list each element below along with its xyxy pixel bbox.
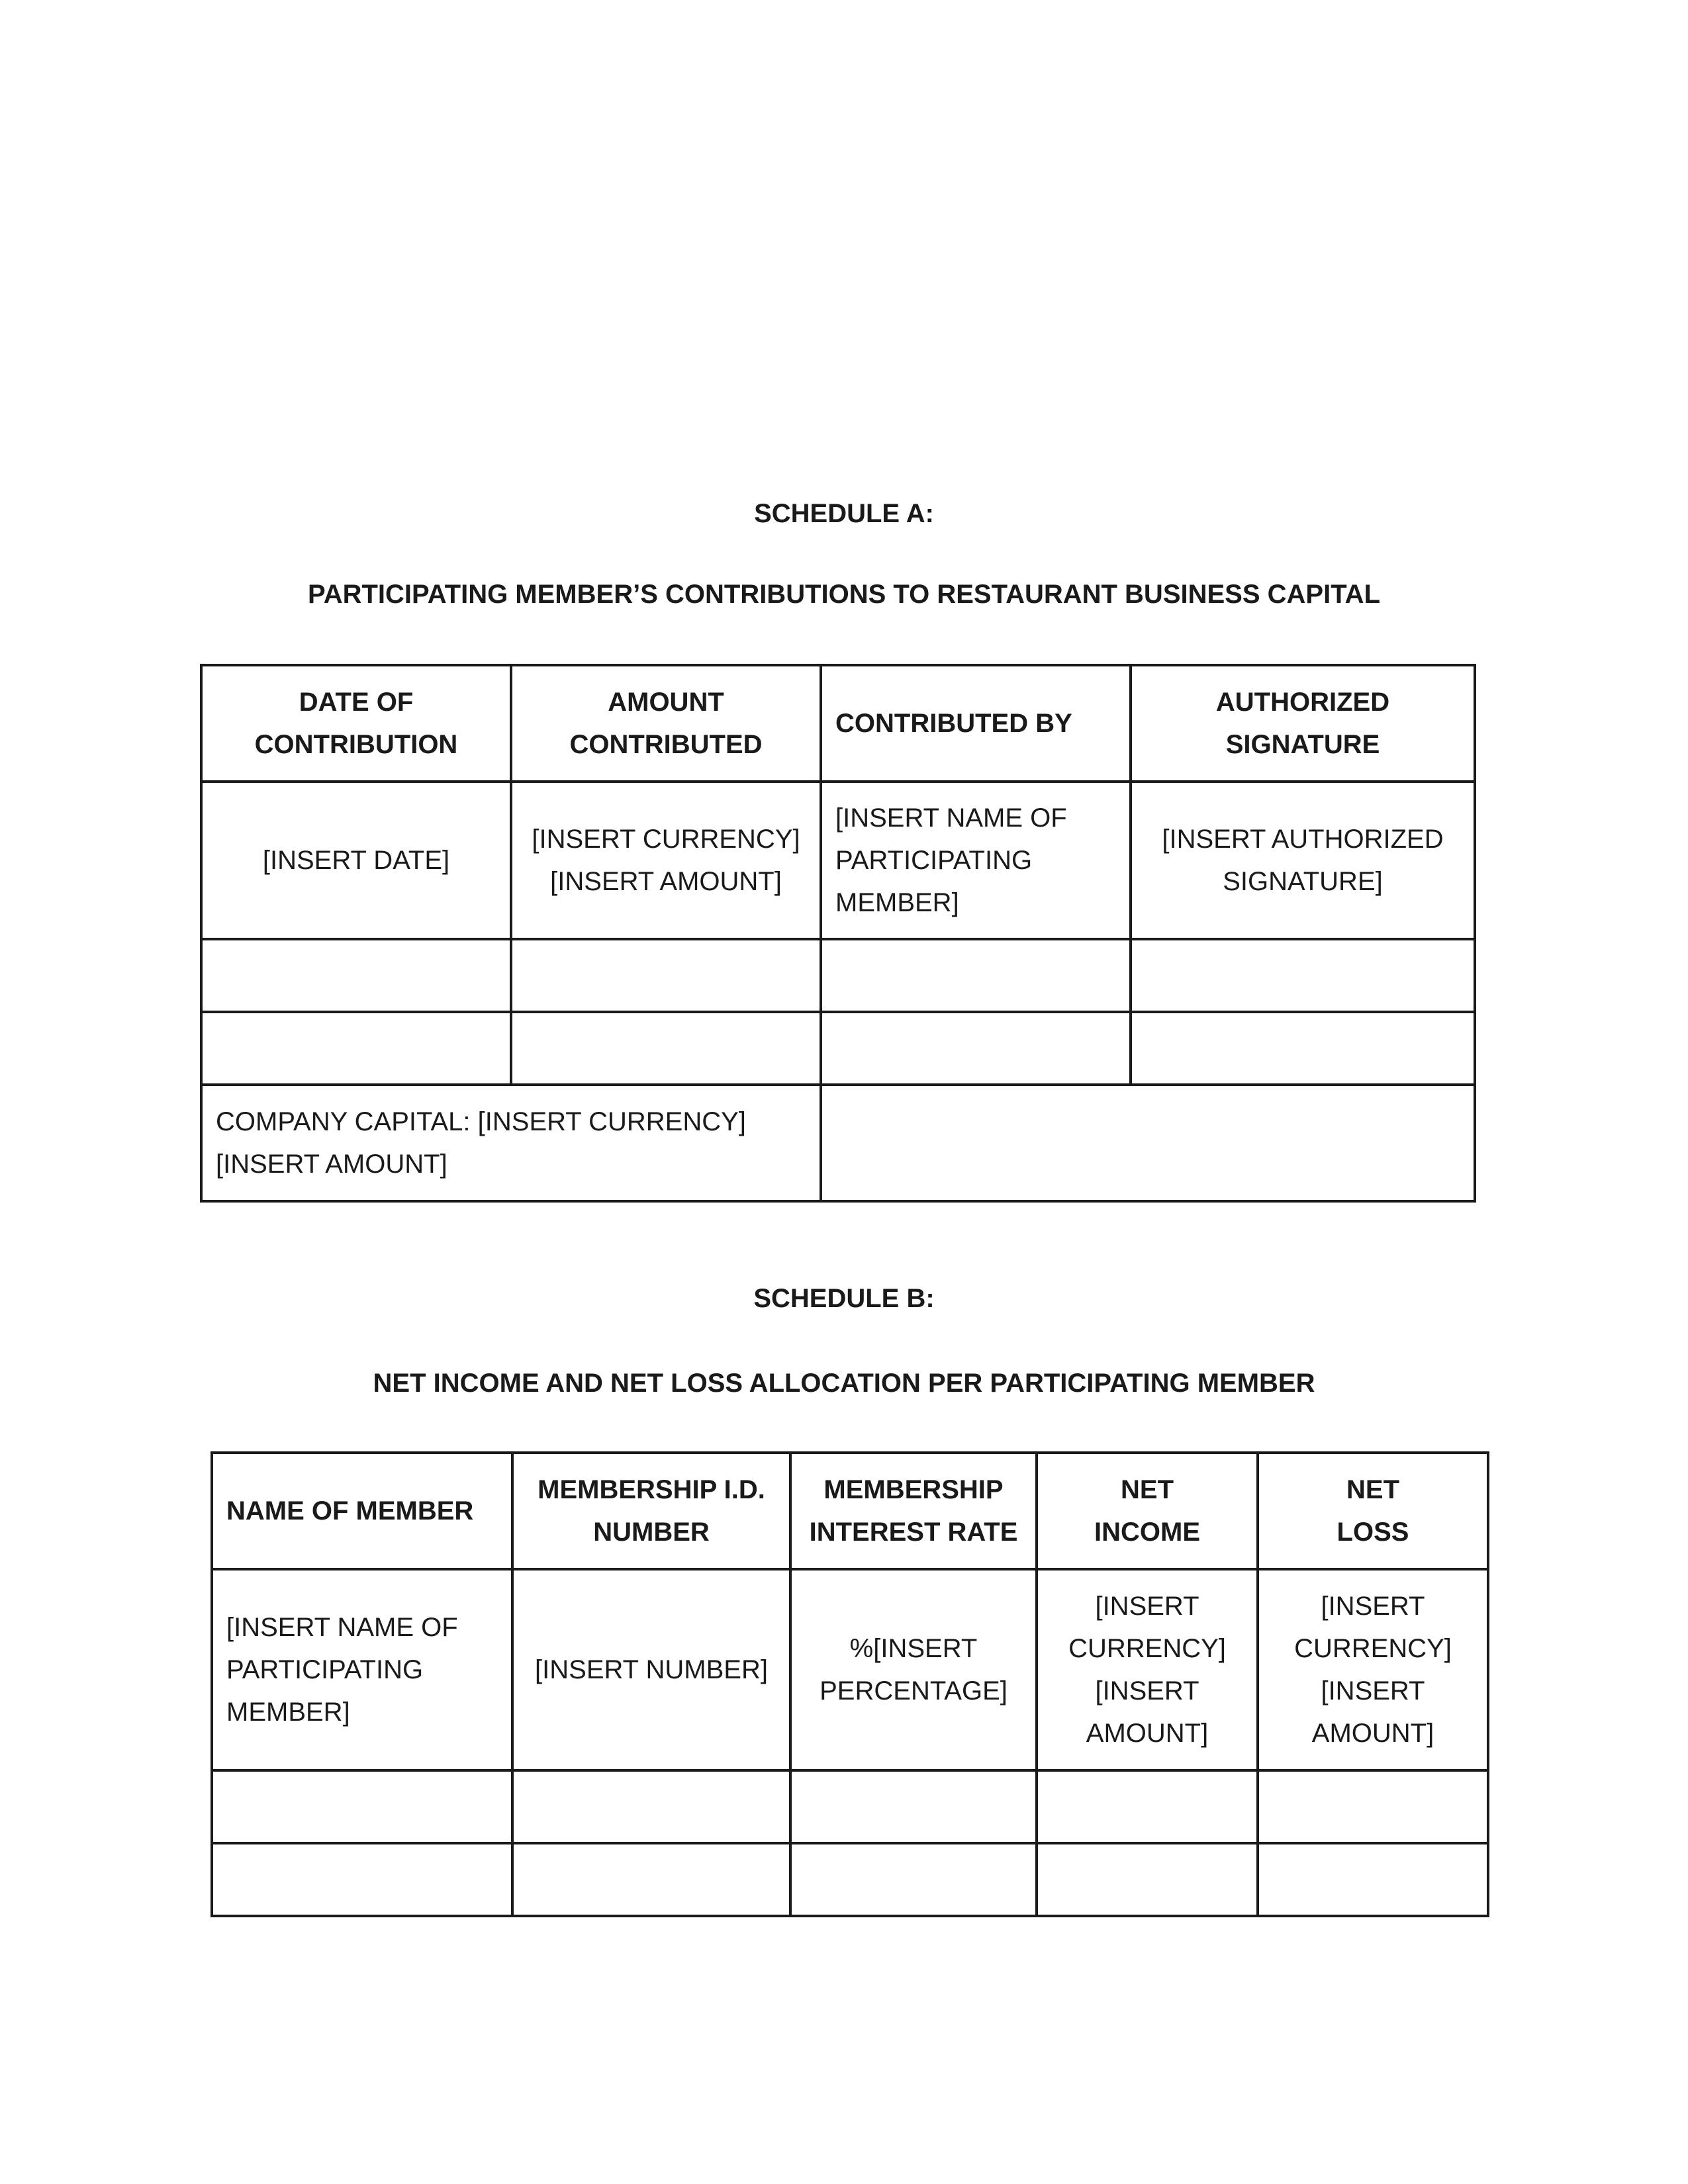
header-net-income: NET INCOME: [1037, 1453, 1258, 1569]
company-capital-label: COMPANY CAPITAL: [INSERT CURRENCY] [INSERT AMOUNT]: [201, 1085, 821, 1201]
empty-cell[interactable]: [1258, 1843, 1488, 1916]
table-row: [201, 1012, 1475, 1085]
table-row: [212, 1843, 1488, 1916]
empty-cell[interactable]: [790, 1770, 1037, 1843]
cell-authorized-signature[interactable]: [INSERT AUTHORIZED SIGNATURE]: [1131, 782, 1475, 939]
empty-cell[interactable]: [212, 1770, 512, 1843]
company-capital-row: [201, 1085, 1475, 1201]
empty-cell[interactable]: [201, 1012, 511, 1085]
header-authorized-signature: AUTHORIZED SIGNATURE: [1131, 665, 1475, 782]
schedule-b-title: SCHEDULE B:: [753, 1284, 935, 1313]
header-membership-interest-rate: MEMBERSHIP INTEREST RATE: [790, 1453, 1037, 1569]
cell-contributed-by[interactable]: [INSERT NAME OF PARTICIPATING MEMBER]: [821, 782, 1131, 939]
empty-cell[interactable]: [511, 939, 821, 1012]
schedule-a-title: SCHEDULE A:: [754, 499, 934, 528]
cell-amount-contributed[interactable]: [INSERT CURRENCY] [INSERT AMOUNT]: [511, 782, 821, 939]
empty-cell[interactable]: [821, 1012, 1131, 1085]
empty-cell[interactable]: [512, 1843, 790, 1916]
cell-membership-interest-rate[interactable]: %[INSERT PERCENTAGE]: [790, 1569, 1037, 1770]
empty-cell[interactable]: [212, 1843, 512, 1916]
empty-cell[interactable]: [1131, 939, 1475, 1012]
table-row: [201, 782, 1475, 939]
cell-net-loss[interactable]: [INSERT CURRENCY] [INSERT AMOUNT]: [1258, 1569, 1488, 1770]
empty-cell[interactable]: [512, 1770, 790, 1843]
company-capital-value-cell[interactable]: [821, 1085, 1475, 1201]
table-row: [212, 1569, 1488, 1770]
schedule-a-table: [200, 664, 1476, 1203]
schedule-a-header-row: [201, 665, 1475, 782]
empty-cell[interactable]: [511, 1012, 821, 1085]
empty-cell[interactable]: [1131, 1012, 1475, 1085]
header-contributed-by: CONTRIBUTED BY: [821, 665, 1131, 782]
header-amount-contributed: AMOUNT CONTRIBUTED: [511, 665, 821, 782]
schedule-a-subtitle: PARTICIPATING MEMBER’S CONTRIBUTIONS TO RESTAURANT BUSINESS CAPITAL: [307, 580, 1381, 609]
cell-membership-id-number[interactable]: [INSERT NUMBER]: [512, 1569, 790, 1770]
header-date-of-contribution: DATE OF CONTRIBUTION: [201, 665, 511, 782]
empty-cell[interactable]: [1037, 1843, 1258, 1916]
header-membership-id-number: MEMBERSHIP I.D. NUMBER: [512, 1453, 790, 1569]
schedule-b-header-row: [212, 1453, 1488, 1569]
cell-net-income[interactable]: [INSERT CURRENCY] [INSERT AMOUNT]: [1037, 1569, 1258, 1770]
table-row: [212, 1770, 1488, 1843]
empty-cell[interactable]: [1037, 1770, 1258, 1843]
schedule-b-table: [211, 1451, 1489, 1917]
schedule-b-subtitle: NET INCOME AND NET LOSS ALLOCATION PER PARTICIPATING MEMBER: [373, 1369, 1315, 1398]
header-net-loss: NET LOSS: [1258, 1453, 1488, 1569]
cell-contribution-date[interactable]: [INSERT DATE]: [201, 782, 511, 939]
table-row: [201, 939, 1475, 1012]
empty-cell[interactable]: [1258, 1770, 1488, 1843]
empty-cell[interactable]: [790, 1843, 1037, 1916]
empty-cell[interactable]: [821, 939, 1131, 1012]
empty-cell[interactable]: [201, 939, 511, 1012]
cell-member-name[interactable]: [INSERT NAME OF PARTICIPATING MEMBER]: [212, 1569, 512, 1770]
header-name-of-member: NAME OF MEMBER: [212, 1453, 512, 1569]
